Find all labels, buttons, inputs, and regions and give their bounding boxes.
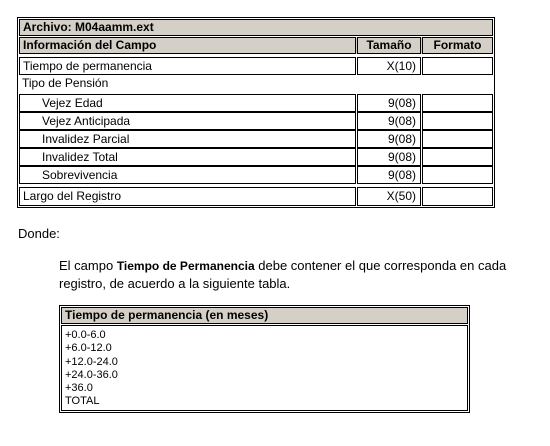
description-paragraph <box>59 257 544 292</box>
header-size: Tamaño <box>357 37 421 54</box>
format-cell <box>422 112 493 130</box>
header-format: Formato <box>422 37 493 54</box>
format-cell <box>422 57 493 75</box>
table-row <box>19 187 493 206</box>
format-cell <box>422 148 493 166</box>
donde-label: Donde: <box>18 226 60 241</box>
description-prefix: El campo <box>59 258 117 273</box>
field-cell: Invalidez Total <box>19 148 356 166</box>
permanence-table <box>59 305 470 413</box>
header-row <box>19 37 493 54</box>
table-row <box>19 112 493 130</box>
field-cell: Tiempo de permanencia <box>19 57 356 75</box>
list-item: +6.0-12.0 <box>65 342 112 355</box>
size-cell: 9(08) <box>357 94 421 112</box>
permanence-table-header: Tiempo de permanencia (en meses) <box>61 307 468 324</box>
size-cell: 9(08) <box>357 166 421 184</box>
table-row <box>19 57 493 75</box>
file-layout-table <box>17 17 495 208</box>
description-suffix: debe contener el que corresponda en cada registro, de acuerdo a la siguiente tabla. <box>59 258 507 291</box>
format-cell <box>422 94 493 112</box>
format-cell <box>422 166 493 184</box>
size-cell: 9(08) <box>357 130 421 148</box>
size-cell: 9(08) <box>357 112 421 130</box>
field-cell: Invalidez Parcial <box>19 130 356 148</box>
file-title: Archivo: M04aamm.ext <box>23 20 154 34</box>
table-row <box>19 75 493 94</box>
field-cell: Vejez Edad <box>19 94 356 112</box>
format-cell <box>422 130 493 148</box>
file-title-row <box>19 19 493 36</box>
table-row <box>19 130 493 148</box>
table-row <box>19 94 493 112</box>
permanence-table-body <box>61 325 468 411</box>
list-item: +0.0-6.0 <box>65 329 106 341</box>
group-label: Tipo de Pensión <box>22 76 109 90</box>
format-cell <box>422 187 493 206</box>
size-cell: 9(08) <box>357 148 421 166</box>
list-item: TOTAL <box>65 395 100 408</box>
size-cell: X(10) <box>357 57 421 75</box>
header-field: Información del Campo <box>19 37 356 54</box>
description-field-name: Tiempo de Permanencia <box>116 259 255 273</box>
table-row <box>19 166 493 184</box>
field-cell: Vejez Anticipada <box>19 112 356 130</box>
table-row <box>19 148 493 166</box>
list-item: +36.0 <box>65 382 93 395</box>
field-cell: Sobrevivencia <box>19 166 356 184</box>
list-item: +12.0-24.0 <box>65 355 118 368</box>
list-item: +24.0-36.0 <box>65 368 118 381</box>
field-cell: Largo del Registro <box>19 187 356 206</box>
size-cell: X(50) <box>357 187 421 206</box>
